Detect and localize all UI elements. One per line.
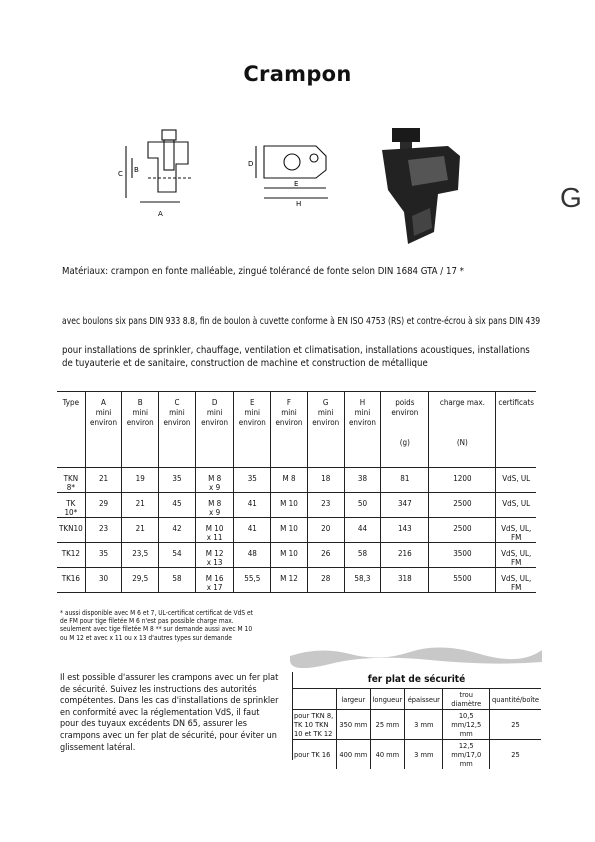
cell-cert: VdS, UL, FM (501, 574, 532, 592)
cell-d: M 8 x 9 (195, 493, 234, 518)
plate-col-header: largeur (337, 689, 371, 710)
cell-f: M 10 (271, 543, 308, 568)
cell-poids: 81 (381, 468, 429, 493)
table-row (57, 518, 536, 543)
cell-type: TK 10* (57, 493, 85, 518)
cell-e: 48 (234, 543, 271, 568)
cell-cert: VdS, UL, FM (501, 549, 532, 567)
cell-type: TKN 8* (57, 468, 85, 493)
table-header-row (57, 392, 536, 468)
plate-row (292, 710, 541, 740)
bolts-text: avec boulons six pans DIN 933 8.8, fin de boulon à cuvette conforme à EN ISO 4753 (RS) et contre-écrou à six pans DIN 439 (62, 316, 541, 327)
cell-c: 35 (159, 468, 196, 493)
cell-a: 29 (85, 493, 122, 518)
plate-table-title: fer plat de sécurité (292, 672, 541, 689)
cell-f: M 8 (271, 468, 308, 493)
plate-col-header: trou diamètre (443, 689, 490, 710)
cell-cert: VdS, UL (502, 499, 531, 508)
cell-charge: 2500 (429, 518, 496, 543)
cell-g: 23 (307, 493, 344, 518)
cell-type: TK12 (57, 543, 85, 568)
page-title: Crampon (243, 62, 352, 86)
cell-e: 35 (234, 468, 271, 493)
col-header: certificats (498, 398, 534, 407)
label-c: C (118, 170, 123, 178)
cell-b: 21 (122, 518, 159, 543)
plate-header-row (292, 689, 541, 710)
cell-f: M 12 (271, 568, 308, 593)
plate-largeur: 350 mm (337, 710, 371, 740)
plate-col-header: quantité/boîte (492, 694, 539, 704)
footnotes: * aussi disponible avec M 6 et 7, UL-certificat certificat de VdS et de FM pour tige filetée M 6 n'est pas possible charge max. seulement avec tige filetée M 8 ** sur demande aussi avec M 10 ou M 12 et avec x 11 ou x 13 d'autres types sur demande (60, 609, 253, 642)
table-row (57, 493, 536, 518)
cell-a: 35 (85, 543, 122, 568)
cell-f: M 10 (271, 493, 308, 518)
plate-largeur: 400 mm (337, 740, 371, 770)
cell-g: 26 (307, 543, 344, 568)
side-view-drawing (118, 128, 208, 220)
plate-longueur: 40 mm (370, 740, 405, 770)
cell-c: 58 (159, 568, 196, 593)
cell-c: 42 (159, 518, 196, 543)
plate-trou: 10,5 mm/12,5 mm (443, 710, 490, 740)
cell-a: 30 (85, 568, 122, 593)
bolt-shaft (164, 140, 174, 170)
col-header: B mini environ (122, 392, 159, 468)
cell-a: 21 (85, 468, 122, 493)
plate-epaisseur: 3 mm (405, 710, 443, 740)
cell-c: 54 (159, 543, 196, 568)
cell-d: M 12 x 13 (195, 543, 234, 568)
cell-cert: VdS, UL (502, 474, 531, 483)
section-tab-letter: G (560, 182, 582, 213)
safety-note: Il est possible d'assurer les crampons avec un fer plat de sécurité. Suivez les instructions des autorités compétentes. Dans les cas d'installations de sprinkler en conformité avec la réglementation VdS, il faut pour des tuyaux excédents DN 65, assurer les crampons avec un fer plat de sécurité, pour éviter un glissement latéral. (60, 673, 279, 753)
cell-f: M 10 (271, 518, 308, 543)
materials-text: Matériaux: crampon en fonte malléable, zingué tolérancé de fonte selon DIN 1684 GTA / 17 * (62, 266, 464, 277)
cell-b: 29,5 (122, 568, 159, 593)
uses-text: pour installations de sprinkler, chauffage, ventilation et climatisation, installations acoustiques, installations de tuyauterie et de sanitaire, construction de machine et construction de métallique (62, 345, 530, 369)
plate-qte: 25 (511, 750, 520, 759)
plate-col-header: épaisseur (405, 689, 443, 710)
plate-epaisseur: 3 mm (405, 740, 443, 770)
cell-e: 41 (234, 493, 271, 518)
screw-hole (310, 154, 318, 162)
plate-desc: pour TK 16 (292, 740, 337, 770)
table-row (57, 468, 536, 493)
clamp-body (148, 142, 188, 192)
col-header: D mini environ (195, 392, 234, 468)
plate-trou: 12,5 mm/17,0 mm (443, 740, 490, 770)
photo-bolt-head (392, 128, 420, 142)
cell-b: 23,5 (122, 543, 159, 568)
front-view-drawing (244, 140, 334, 210)
label-e: E (294, 180, 299, 188)
cell-h: 58 (344, 543, 381, 568)
cell-g: 18 (307, 468, 344, 493)
cell-h: 38 (344, 468, 381, 493)
spec-table (57, 391, 536, 593)
cell-e: 55,5 (234, 568, 271, 593)
cell-type: TK16 (57, 568, 85, 593)
col-header: E mini environ (234, 392, 271, 468)
cell-charge: 3500 (429, 543, 496, 568)
label-a: A (158, 210, 163, 218)
plate-row (292, 740, 541, 770)
bolt-head (162, 130, 176, 140)
cell-cert: VdS, UL, FM (501, 524, 532, 542)
cell-g: 28 (307, 568, 344, 593)
plate-col-header: longueur (370, 689, 405, 710)
col-header: C mini environ (159, 392, 196, 468)
plate-col-header (292, 689, 337, 710)
cell-type: TKN10 (57, 518, 85, 543)
cell-a: 23 (85, 518, 122, 543)
col-header: A mini environ (85, 392, 122, 468)
col-header: G mini environ (307, 392, 344, 468)
table-row (57, 568, 536, 593)
cell-b: 19 (122, 468, 159, 493)
col-header: poids environ (g) (381, 392, 429, 468)
plate-table (292, 689, 541, 769)
cell-charge: 1200 (429, 468, 496, 493)
cell-charge: 5500 (429, 568, 496, 593)
cell-d: M 8 x 9 (195, 468, 234, 493)
cell-poids: 143 (381, 518, 429, 543)
plate-desc: pour TKN 8, TK 10 TKN 10 et TK 12 (292, 710, 337, 740)
table-row (57, 543, 536, 568)
label-h: H (296, 200, 302, 208)
label-b: B (134, 166, 139, 174)
cell-e: 41 (234, 518, 271, 543)
label-d: D (248, 160, 254, 168)
cell-c: 45 (159, 493, 196, 518)
scan-artifact (290, 642, 542, 668)
plate-longueur: 25 mm (370, 710, 405, 740)
col-header: F mini environ (271, 392, 308, 468)
cell-d: M 16 x 17 (195, 568, 234, 593)
cell-b: 21 (122, 493, 159, 518)
cell-h: 50 (344, 493, 381, 518)
cell-h: 44 (344, 518, 381, 543)
clamp-outline (264, 146, 326, 178)
crampon-photo (378, 120, 468, 250)
cell-poids: 318 (381, 568, 429, 593)
safety-plate-table (292, 672, 541, 768)
cell-poids: 216 (381, 543, 429, 568)
cell-poids: 347 (381, 493, 429, 518)
plate-qte: 25 (511, 720, 520, 729)
cell-h: 58,3 (344, 568, 381, 593)
col-header: H mini environ (344, 392, 381, 468)
thread-hole (284, 154, 300, 170)
col-header: Type (57, 392, 85, 468)
col-header: charge max. (N) (429, 392, 496, 468)
cell-g: 20 (307, 518, 344, 543)
cell-d: M 10 x 11 (195, 518, 234, 543)
cell-charge: 2500 (429, 493, 496, 518)
